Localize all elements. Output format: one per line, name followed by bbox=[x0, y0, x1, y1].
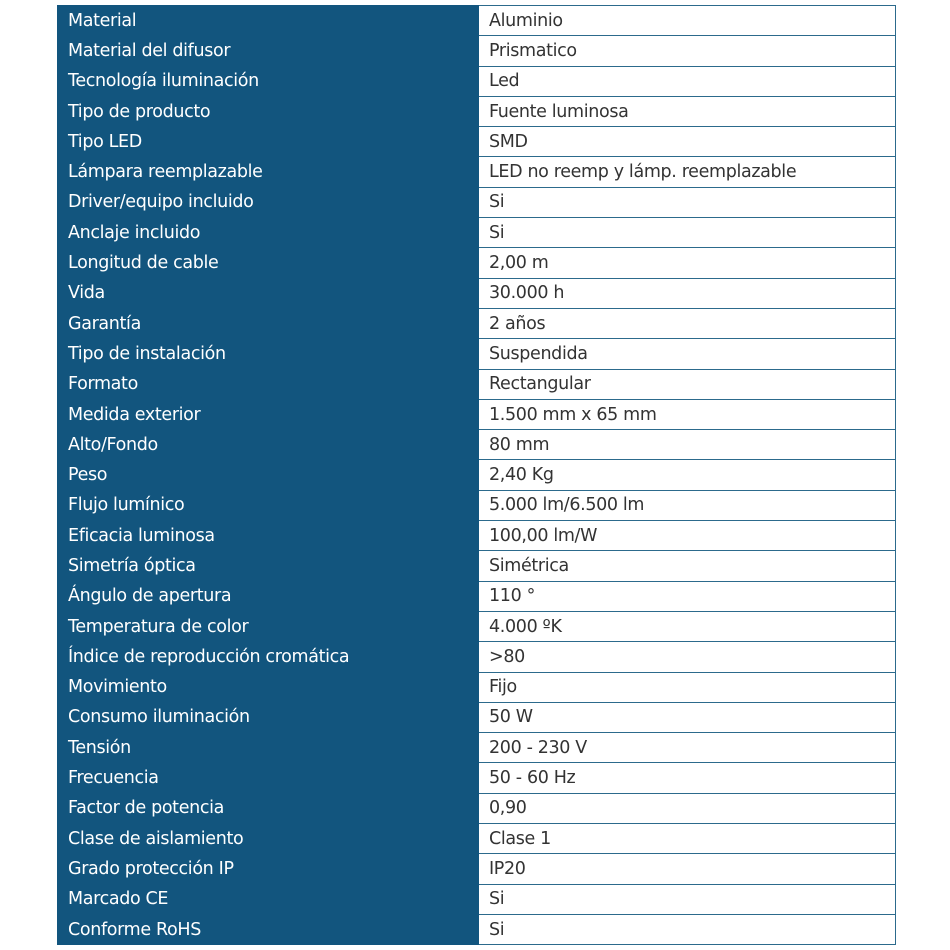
table-row bbox=[58, 551, 896, 581]
spec-label: Driver/equipo incluido bbox=[58, 187, 479, 217]
spec-label: Clase de aislamiento bbox=[58, 824, 479, 854]
spec-label: Tipo de producto bbox=[58, 96, 479, 126]
table-row bbox=[58, 36, 896, 66]
table-row bbox=[58, 521, 896, 551]
table-row bbox=[58, 369, 896, 399]
spec-value: 2 años bbox=[479, 308, 896, 338]
spec-label: Lámpara reemplazable bbox=[58, 157, 479, 187]
spec-label: Peso bbox=[58, 460, 479, 490]
table-row bbox=[58, 884, 896, 914]
table-row bbox=[58, 6, 896, 36]
spec-value: 50 W bbox=[479, 702, 896, 732]
spec-value: 200 - 230 V bbox=[479, 733, 896, 763]
spec-label: Tecnología iluminación bbox=[58, 66, 479, 96]
spec-value: 100,00 lm/W bbox=[479, 521, 896, 551]
spec-label: Movimiento bbox=[58, 672, 479, 702]
table-row bbox=[58, 763, 896, 793]
table-row bbox=[58, 157, 896, 187]
spec-value: Led bbox=[479, 66, 896, 96]
table-row bbox=[58, 702, 896, 732]
table-row bbox=[58, 248, 896, 278]
spec-value: 0,90 bbox=[479, 793, 896, 823]
spec-value: IP20 bbox=[479, 854, 896, 884]
table-row bbox=[58, 581, 896, 611]
spec-value: Fijo bbox=[479, 672, 896, 702]
table-row bbox=[58, 218, 896, 248]
table-row bbox=[58, 672, 896, 702]
spec-value: 2,00 m bbox=[479, 248, 896, 278]
table-row bbox=[58, 278, 896, 308]
specifications-table-body bbox=[58, 6, 896, 945]
spec-value: SMD bbox=[479, 127, 896, 157]
spec-label: Eficacia luminosa bbox=[58, 521, 479, 551]
spec-value: 5.000 lm/6.500 lm bbox=[479, 490, 896, 520]
spec-value: 30.000 h bbox=[479, 278, 896, 308]
spec-value: Si bbox=[479, 218, 896, 248]
spec-label: Factor de potencia bbox=[58, 793, 479, 823]
table-row bbox=[58, 611, 896, 641]
specifications-table bbox=[57, 5, 896, 945]
spec-value: Si bbox=[479, 187, 896, 217]
spec-value: 4.000 ºK bbox=[479, 611, 896, 641]
table-row bbox=[58, 733, 896, 763]
table-row bbox=[58, 187, 896, 217]
table-row bbox=[58, 824, 896, 854]
spec-value: >80 bbox=[479, 642, 896, 672]
spec-label: Conforme RoHS bbox=[58, 914, 479, 944]
spec-value: Aluminio bbox=[479, 6, 896, 36]
spec-label: Consumo iluminación bbox=[58, 702, 479, 732]
spec-label: Garantía bbox=[58, 308, 479, 338]
spec-value: Prismatico bbox=[479, 36, 896, 66]
spec-label: Longitud de cable bbox=[58, 248, 479, 278]
spec-label: Material bbox=[58, 6, 479, 36]
spec-label: Grado protección IP bbox=[58, 854, 479, 884]
spec-value: Simétrica bbox=[479, 551, 896, 581]
spec-label: Tensión bbox=[58, 733, 479, 763]
spec-value: Fuente luminosa bbox=[479, 96, 896, 126]
table-row bbox=[58, 854, 896, 884]
table-row bbox=[58, 914, 896, 944]
table-row bbox=[58, 308, 896, 338]
spec-value: Clase 1 bbox=[479, 824, 896, 854]
spec-value: LED no reemp y lámp. reemplazable bbox=[479, 157, 896, 187]
spec-label: Ángulo de apertura bbox=[58, 581, 479, 611]
spec-label: Simetría óptica bbox=[58, 551, 479, 581]
table-row bbox=[58, 642, 896, 672]
spec-label: Anclaje incluido bbox=[58, 218, 479, 248]
table-row bbox=[58, 793, 896, 823]
spec-label: Tipo LED bbox=[58, 127, 479, 157]
spec-label: Índice de reproducción cromática bbox=[58, 642, 479, 672]
table-row bbox=[58, 96, 896, 126]
spec-value: Rectangular bbox=[479, 369, 896, 399]
spec-value: Si bbox=[479, 884, 896, 914]
spec-value: Suspendida bbox=[479, 339, 896, 369]
spec-value: 50 - 60 Hz bbox=[479, 763, 896, 793]
spec-value: 2,40 Kg bbox=[479, 460, 896, 490]
spec-label: Material del difusor bbox=[58, 36, 479, 66]
table-row bbox=[58, 430, 896, 460]
spec-value: 1.500 mm x 65 mm bbox=[479, 399, 896, 429]
spec-value: 80 mm bbox=[479, 430, 896, 460]
table-row bbox=[58, 339, 896, 369]
spec-label: Vida bbox=[58, 278, 479, 308]
table-row bbox=[58, 127, 896, 157]
table-row bbox=[58, 66, 896, 96]
spec-label: Temperatura de color bbox=[58, 611, 479, 641]
table-row bbox=[58, 399, 896, 429]
spec-label: Marcado CE bbox=[58, 884, 479, 914]
spec-label: Medida exterior bbox=[58, 399, 479, 429]
spec-value: 110 ° bbox=[479, 581, 896, 611]
spec-label: Formato bbox=[58, 369, 479, 399]
spec-label: Flujo lumínico bbox=[58, 490, 479, 520]
spec-label: Alto/Fondo bbox=[58, 430, 479, 460]
spec-label: Frecuencia bbox=[58, 763, 479, 793]
spec-label: Tipo de instalación bbox=[58, 339, 479, 369]
spec-value: Si bbox=[479, 914, 896, 944]
table-row bbox=[58, 490, 896, 520]
table-row bbox=[58, 460, 896, 490]
